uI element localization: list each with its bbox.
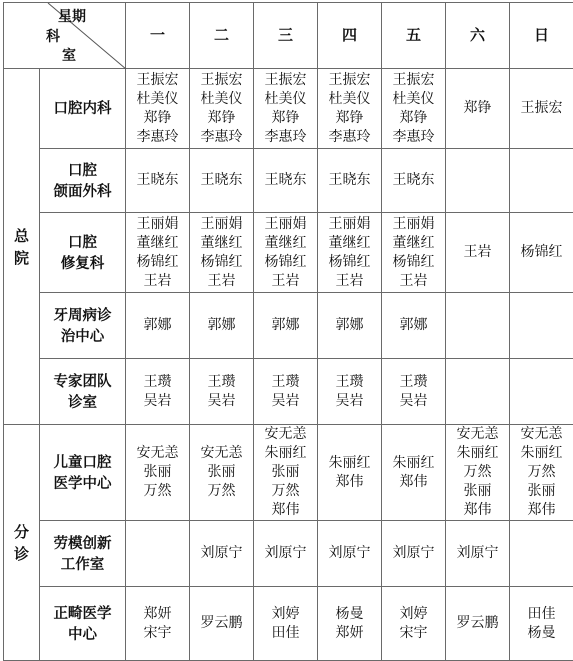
cell-line: 口腔 [40,160,125,181]
cell-line: 吴岩 [126,392,189,411]
cell-line: 宋宇 [382,624,445,643]
cell-line: 分 [4,521,39,543]
cell-line: 刘婷 [382,605,445,624]
department-name: 口腔内科 [40,69,126,149]
schedule-cell [446,149,510,213]
cell-line: 诊 [4,543,39,565]
cell-line: 李惠玲 [190,128,253,147]
schedule-cell [510,521,573,587]
cell-line: 王丽娟 [254,215,317,234]
cell-line: 王丽娟 [190,215,253,234]
schedule-cell: 王晓东 [126,149,190,213]
schedule-cell [446,293,510,359]
cell-line: 张丽 [254,463,317,482]
schedule-cell [126,425,190,521]
cell-line: 张丽 [190,463,253,482]
cell-line: 郑铮 [254,109,317,128]
cell-line: 杨锦红 [254,253,317,272]
schedule-cell [318,587,382,661]
schedule-cell: 郭娜 [190,293,254,359]
schedule-cell [446,359,510,425]
cell-line: 刘婷 [254,605,317,624]
cell-line: 颌面外科 [40,181,125,202]
cell-line: 郑妍 [126,605,189,624]
department-name [40,359,126,425]
cell-line: 杨锦红 [126,253,189,272]
schedule-row [4,587,573,661]
schedule-cell [382,587,446,661]
cell-line: 杨曼 [318,605,381,624]
schedule-cell [318,425,382,521]
cell-line: 杜美仪 [126,90,189,109]
schedule-cell: 罗云鹏 [446,587,510,661]
schedule-cell: 刘原宁 [446,521,510,587]
cell-line: 王振宏 [126,71,189,90]
schedule-cell: 郭娜 [318,293,382,359]
schedule-cell [126,69,190,149]
schedule-cell [382,359,446,425]
cell-line: 安无恙 [254,425,317,444]
corner-label-weekday: 星期 [58,9,86,25]
cell-line: 工作室 [40,554,125,575]
schedule-cell: 王晓东 [254,149,318,213]
cell-line: 董继红 [190,234,253,253]
cell-line: 王丽娟 [382,215,445,234]
cell-line: 郑伟 [446,501,509,520]
header-row [4,3,573,69]
schedule-cell [382,69,446,149]
cell-line: 治中心 [40,326,125,347]
cell-line: 王岩 [126,272,189,291]
schedule-cell [126,213,190,293]
cell-line: 王瓒 [318,373,381,392]
group-main-campus [4,69,40,425]
schedule-cell [126,359,190,425]
schedule-cell: 刘原宁 [254,521,318,587]
cell-line: 杨曼 [510,624,573,643]
cell-line: 朱丽红 [510,444,573,463]
cell-line: 郑伟 [510,501,573,520]
cell-line: 董继红 [318,234,381,253]
schedule-row [4,425,573,521]
schedule-body [4,69,573,661]
schedule-cell [318,213,382,293]
schedule-cell: 王岩 [446,213,510,293]
cell-line: 总 [4,225,39,247]
cell-line: 王振宏 [382,71,445,90]
day-header: 一 [126,3,190,69]
cell-line: 杜美仪 [318,90,381,109]
corner-label-dept-2: 室 [62,48,76,64]
cell-line: 安无恙 [446,425,509,444]
schedule-cell [126,521,190,587]
day-header: 三 [254,3,318,69]
cell-line: 医学中心 [40,473,125,494]
schedule-cell [382,213,446,293]
cell-line: 王振宏 [318,71,381,90]
cell-line: 朱丽红 [318,454,381,473]
cell-line: 吴岩 [190,392,253,411]
department-name [40,425,126,521]
cell-line: 牙周病诊 [40,305,125,326]
schedule-cell: 郭娜 [254,293,318,359]
cell-line: 杨锦红 [318,253,381,272]
day-header: 二 [190,3,254,69]
cell-line: 正畸医学 [40,603,125,624]
cell-line: 王岩 [382,272,445,291]
schedule-cell [446,425,510,521]
department-name [40,587,126,661]
department-name [40,521,126,587]
schedule-cell: 王晓东 [382,149,446,213]
cell-line: 郑铮 [318,109,381,128]
cell-line: 王丽娟 [318,215,381,234]
schedule-cell [254,359,318,425]
cell-line: 万然 [446,463,509,482]
cell-line: 董继红 [382,234,445,253]
cell-line: 专家团队 [40,371,125,392]
schedule-row [4,213,573,293]
cell-line: 杜美仪 [190,90,253,109]
schedule-row [4,293,573,359]
cell-line: 宋宇 [126,624,189,643]
cell-line: 口腔 [40,232,125,253]
schedule-cell: 杨锦红 [510,213,573,293]
schedule-cell [254,213,318,293]
cell-line: 朱丽红 [254,444,317,463]
schedule-row [4,149,573,213]
cell-line: 杜美仪 [382,90,445,109]
schedule-row [4,359,573,425]
schedule-cell [318,359,382,425]
cell-line: 修复科 [40,253,125,274]
department-name [40,149,126,213]
cell-line: 中心 [40,624,125,645]
cell-line: 万然 [190,482,253,501]
cell-line: 李惠玲 [254,128,317,147]
day-header: 日 [510,3,573,69]
cell-line: 安无恙 [510,425,573,444]
cell-line: 万然 [126,482,189,501]
schedule-cell [510,359,573,425]
cell-line: 王瓒 [126,373,189,392]
cell-line: 杨锦红 [382,253,445,272]
cell-line: 王瓒 [190,373,253,392]
schedule-cell: 刘原宁 [190,521,254,587]
schedule-cell: 罗云鹏 [190,587,254,661]
cell-line: 王岩 [254,272,317,291]
doctor-schedule-table [3,2,573,661]
cell-line: 院 [4,247,39,269]
day-header: 四 [318,3,382,69]
schedule-cell [382,425,446,521]
schedule-cell: 王晓东 [318,149,382,213]
cell-line: 王丽娟 [126,215,189,234]
cell-line: 万然 [510,463,573,482]
cell-line: 郑伟 [382,473,445,492]
schedule-cell [318,69,382,149]
schedule-row [4,69,573,149]
cell-line: 劳模创新 [40,533,125,554]
cell-line: 张丽 [126,463,189,482]
cell-line: 郑铮 [190,109,253,128]
cell-line: 张丽 [510,482,573,501]
cell-line: 诊室 [40,392,125,413]
schedule-cell [190,359,254,425]
schedule-cell: 王晓东 [190,149,254,213]
corner-label-dept-1: 科 [46,29,60,45]
cell-line: 李惠玲 [382,128,445,147]
cell-line: 王振宏 [190,71,253,90]
day-header: 六 [446,3,510,69]
cell-line: 郑妍 [318,624,381,643]
cell-line: 王振宏 [254,71,317,90]
corner-header-cell [4,3,126,69]
schedule-row [4,521,573,587]
cell-line: 董继红 [126,234,189,253]
schedule-cell [190,213,254,293]
schedule-cell [510,293,573,359]
cell-line: 吴岩 [254,392,317,411]
cell-line: 朱丽红 [382,454,445,473]
schedule-cell [254,425,318,521]
schedule-cell: 刘原宁 [318,521,382,587]
cell-line: 万然 [254,482,317,501]
schedule-cell: 刘原宁 [382,521,446,587]
cell-line: 田佳 [510,605,573,624]
schedule-cell [510,149,573,213]
cell-line: 安无恙 [126,444,189,463]
cell-line: 田佳 [254,624,317,643]
cell-line: 郑伟 [318,473,381,492]
cell-line: 王瓒 [382,373,445,392]
cell-line: 杨锦红 [190,253,253,272]
cell-line: 王岩 [318,272,381,291]
schedule-cell [510,587,573,661]
cell-line: 董继红 [254,234,317,253]
department-name [40,213,126,293]
cell-line: 杜美仪 [254,90,317,109]
cell-line: 郑铮 [126,109,189,128]
cell-line: 儿童口腔 [40,452,125,473]
schedule-cell [510,425,573,521]
cell-line: 郑伟 [254,501,317,520]
cell-line: 安无恙 [190,444,253,463]
schedule-cell [254,69,318,149]
cell-line: 吴岩 [382,392,445,411]
cell-line: 张丽 [446,482,509,501]
cell-line: 朱丽红 [446,444,509,463]
cell-line: 李惠玲 [126,128,189,147]
day-header: 五 [382,3,446,69]
cell-line: 王岩 [190,272,253,291]
schedule-cell [254,587,318,661]
department-name [40,293,126,359]
group-branch-clinic [4,425,40,661]
cell-line: 王瓒 [254,373,317,392]
schedule-cell: 郑铮 [446,69,510,149]
cell-line: 李惠玲 [318,128,381,147]
cell-line: 郑铮 [382,109,445,128]
schedule-cell: 郭娜 [382,293,446,359]
schedule-cell [190,69,254,149]
schedule-cell [126,587,190,661]
schedule-cell: 郭娜 [126,293,190,359]
cell-line: 吴岩 [318,392,381,411]
schedule-cell: 王振宏 [510,69,573,149]
schedule-cell [190,425,254,521]
